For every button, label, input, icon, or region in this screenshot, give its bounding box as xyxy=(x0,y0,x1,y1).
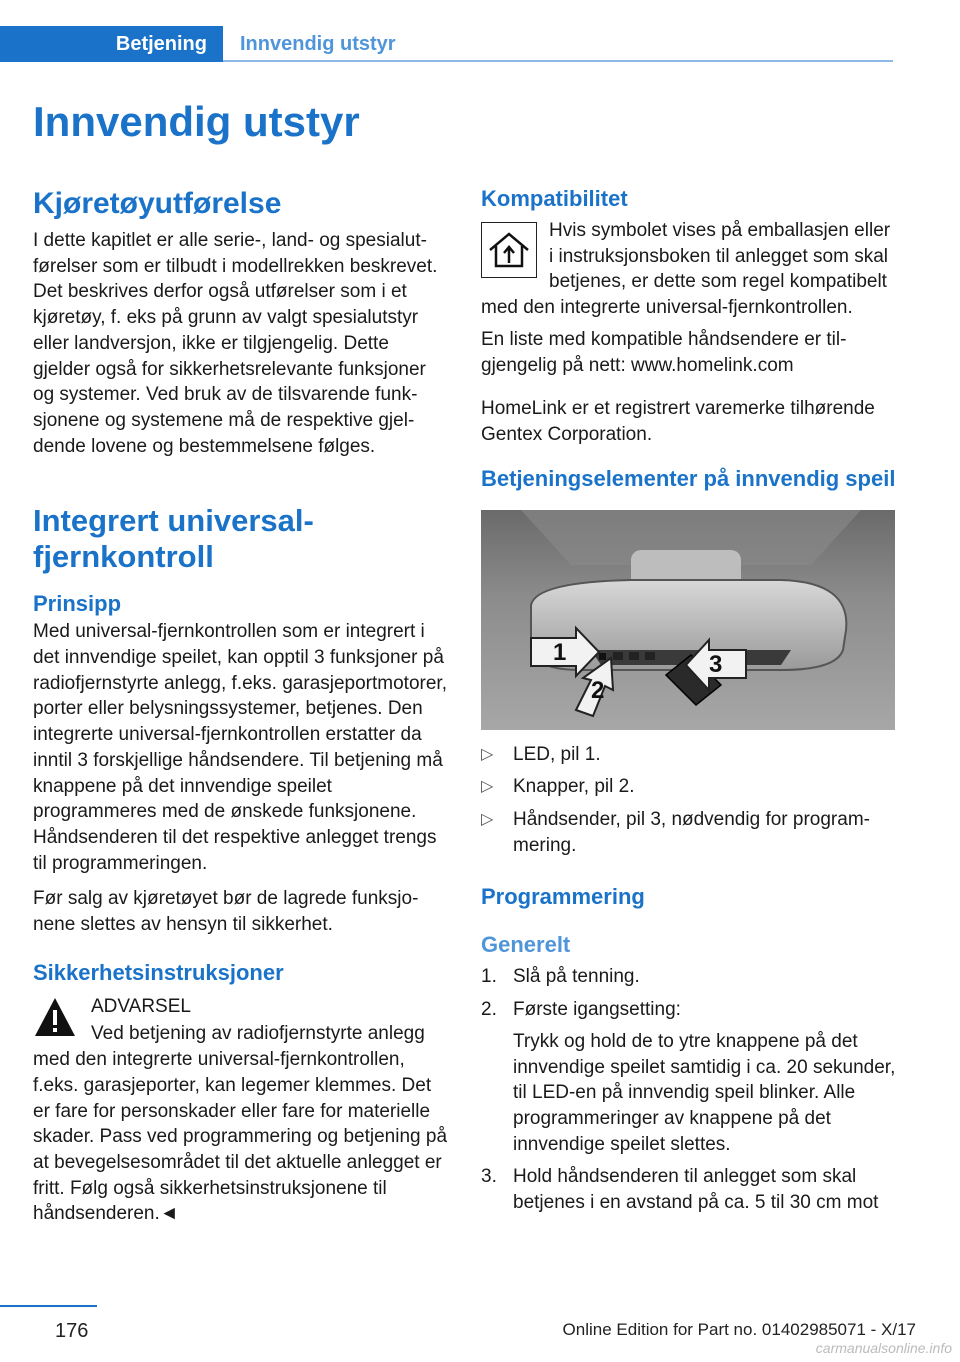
step-2-detail: Trykk og hold de to ytre knappene på det innvendige speilet samtidig i ca. 20 sekunder, til LED-en på innvendig speil blinker. Alle programmeringer av knappene på det innvendige speilet slettes. xyxy=(513,1030,896,1155)
subsection-title-generelt: Generelt xyxy=(481,932,571,958)
page-number: 176 xyxy=(55,1320,89,1342)
chapter-header xyxy=(0,26,893,62)
photo-label-1: 1 xyxy=(553,638,567,666)
subsection-title-programmering: Programmering xyxy=(481,884,645,910)
element-list xyxy=(481,742,897,859)
paragraph-kompatibilitet-2: En liste med kompatible håndsendere er tilgjengelig på nett: www.homelink.com xyxy=(481,328,847,376)
list-item: ▷ Håndsender, pil 3, nødvendig for programmering. xyxy=(481,809,870,856)
paragraph-homelink-trademark: HomeLink er et registrert varemerke tilhørende Gentex Corporation. xyxy=(481,398,875,445)
triangle-bullet-icon: ▷ xyxy=(481,811,494,829)
list-item: 2. Første igangsetting: Trykk og hold de to ytre knappene på det innvendige speilet samtidig i ca. 20 sekunder, til LED-en på innvendig speil blinker. Alle programmeringer av knappene på det innvendige speilet slettes. xyxy=(481,997,897,1157)
warning-block xyxy=(33,994,450,1227)
list-item: ▷ LED, pil 1. xyxy=(481,742,897,768)
paragraph-prinsipp-2: Før salg av kjøretøyet bør de lagrede funksjonene slettes av hensyn til sikkerhet. xyxy=(33,888,419,936)
warning-label: ADVARSEL xyxy=(91,995,191,1017)
programming-steps xyxy=(481,964,897,1215)
subsection-title-sikkerhet: Sikkerhetsinstruksjoner xyxy=(33,959,284,985)
compatibility-block xyxy=(481,218,897,321)
mirror-illustration xyxy=(481,510,895,730)
homelink-house-icon xyxy=(481,222,537,278)
section-title-integrert-fjernkontroll: Integrert universal-fjernkontroll xyxy=(33,503,314,575)
tab-betjening[interactable]: Betjening xyxy=(0,26,223,62)
warning-triangle-icon xyxy=(33,996,77,1038)
photo-label-2: 2 xyxy=(591,676,605,704)
section-title-kjoretoyutforelse: Kjøretøyutførelse xyxy=(33,187,282,220)
list-item: 1. Slå på tenning. xyxy=(481,966,640,988)
header-divider xyxy=(223,60,893,62)
triangle-bullet-icon: ▷ xyxy=(481,778,494,796)
warning-body: Ved betjening av radiofjernstyrte anlegg med den integrerte universal-fjernkontrollen, f.eks. garasjeporter, kan legemer klemmes. Det er fare for personskader eller fare for materielle skader. Pass ved programmering og betjening på at bevegelsesområdet til det aktuelle anlegget er fritt. Følg også sikkerhetsinstruksjonene til håndsenderen.◄ xyxy=(33,1023,448,1225)
list-item: ▷ Knapper, pil 2. xyxy=(481,774,897,800)
photo-label-3: 3 xyxy=(709,650,723,678)
subsection-title-prinsipp: Prinsipp xyxy=(33,591,122,617)
edition-info: Online Edition for Part no. 01402985071 - X/17 xyxy=(562,1320,916,1339)
tab-innvendig-utstyr[interactable]: Innvendig utstyr xyxy=(240,32,396,55)
paragraph-prinsipp-1: Med universal-fjernkontrollen som er integrert i det innvendige speilet, kan opptil 3 funksjoner på radiofjernstyrte anlegg, f.eks. garasjeportmotorer, porter eller belysningssystemer, betjenes. Den integrerte universal-fjernkontrollen erstatter da inntil 3 forskjellige håndsendere. Til betjening må knappene på det innvendige speilet programmeres med de ønskede funksjonene. Håndsenderen til det respektive anlegget trengs til programmeringen. xyxy=(33,621,447,874)
page-title: Innvendig utstyr xyxy=(33,98,360,145)
right-column xyxy=(481,186,897,1223)
list-item: 3. Hold håndsenderen til anlegget som skal betjenes i en avstand på ca. 5 til 30 cm mot xyxy=(481,1166,879,1214)
triangle-bullet-icon: ▷ xyxy=(481,745,494,763)
footer-divider xyxy=(0,1305,97,1307)
left-column xyxy=(33,186,450,1227)
mirror-photo xyxy=(481,510,895,730)
watermark: carmanualsonline.info xyxy=(815,1340,952,1356)
paragraph-kompatibilitet-1: Hvis symbolet vises på emballasjen eller i instruksjonsboken til anlegget som skal betjenes, er dette som regel kompatibelt med den integrerte universal-fjernkontrollen. xyxy=(481,220,891,319)
subsection-title-kompatibilitet: Kompatibilitet xyxy=(481,186,628,211)
paragraph-kjoretoyutforelse: I dette kapitlet er alle serie-, land- og spesialutførelser som er tilbudt i modellrekken beskrevet. Det beskrives derfor også utførelser som i et kjøretøy, f. eks på grunn av valgt spesialutstyr eller landversjon, ikke er tilgjengelig. Dette gjelder også for sikkerhetsrelevante funksjoner og systemer. Ved bruk av de tilsvarende funksjonene og systemene må de respektive gjeldende lovene og bestemmelsene følges. xyxy=(33,230,438,457)
subsection-title-betjeningselementer: Betjeningselementer på innvendig speil xyxy=(481,465,896,491)
